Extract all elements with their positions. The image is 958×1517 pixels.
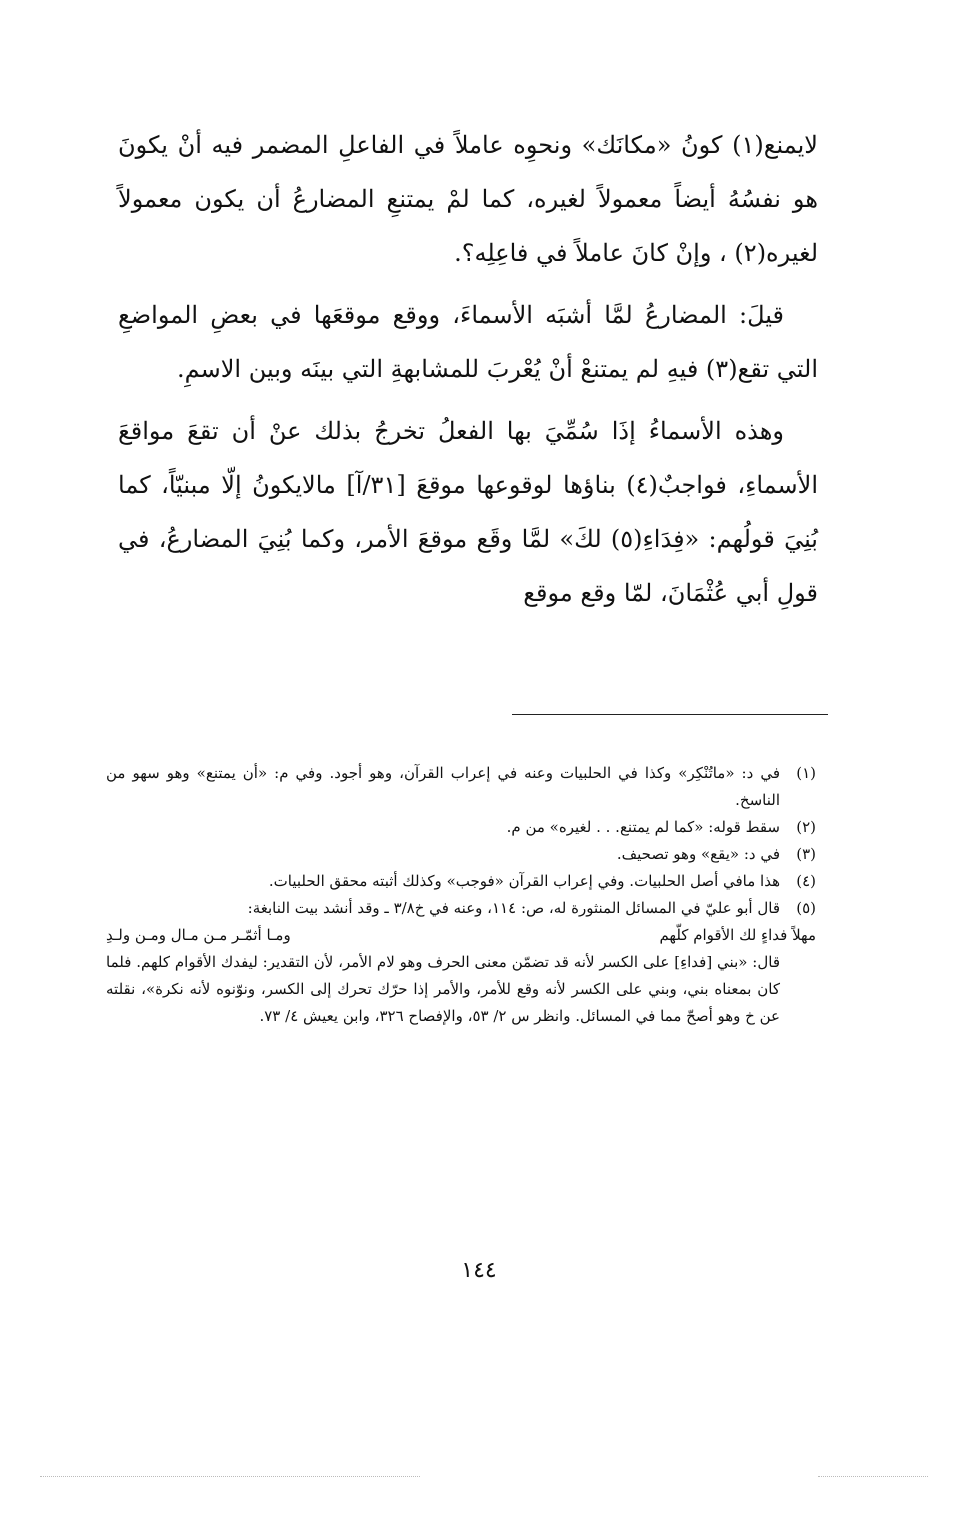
footnote-text: في د: «ماتُنْكِر» وكذا في الحلبيات وعنه في إعراب القرآن، وهو أجود. وفي م: «أن يمتنع» وهو سهو من الناسخ.: [106, 764, 780, 809]
footnote-separator: [512, 714, 828, 715]
paragraph-2: قيلَ: المضارعُ لمَّا أشبَه الأسماءَ، ووقع موقعَها في بعضِ المواضعِ التي تقع(٣) فيهِ لم يمتنعْ أنْ يُعْربَ للمشابهةِ التي بينَه وبين الاسمِ.: [118, 301, 818, 383]
footnote-1: [106, 760, 816, 814]
footnote-text: هذا مافي أصل الحلبيات. وفي إعراب القرآن «فوجب» وكذلك أثبته محقق الحلبيات.: [268, 872, 780, 890]
paragraph-1: لايمنع(١) كونُ «مكانَك» ونحوِه عاملاً في الفاعلِ المضمر فيه أنْ يكونَ هو نفسُهُ أيضاً معمولاً لغيره، كما لمْ يمتنعِ المضارعُ أن يكون معمولاً لغيره(٢) ، وإنْ كانَ عاملاً في فاعِلِه؟.: [118, 131, 818, 267]
footnote-number: (٥): [796, 899, 816, 917]
footnote-number: (٤): [796, 872, 816, 890]
footnote-2: [106, 814, 816, 841]
footnote-3: [106, 841, 816, 868]
footnote-4: [106, 868, 816, 895]
footnote-text: في د: «يقع» وهو تصحيف.: [616, 845, 780, 863]
poetry-verse: [106, 922, 816, 949]
verse-second-hemistich: ومـا أثمّـر مـن مـال ومـن ولـدِ: [106, 926, 291, 944]
paragraph-3: وهذه الأسماءُ إذَا سُمِّيَ بها الفعلُ تخرجُ بذلك عنْ أن تقعَ مواقعَ الأسماءِ، فواجبٌ(٤) بناؤها لوقوعها موقعَ [٣١/آ] مالايكونُ إلّا مبنيّاً، كما بُنِيَ قولُهم: «فِدَاءِ(٥) لكَ» لمَّا وقَع موقعَ الأمر، وكما بُنِيَ المضارعُ، في قولِ أبي عُثْمَانَ، لمّا وقع موقع: [118, 417, 819, 607]
footnote-number: (٣): [796, 845, 816, 863]
footnote-text: قال أبو عليّ في المسائل المنثورة له، ص: ١١٤، وعنه في خ٣/٨ ـ وقد أنشد بيت النابغة:: [247, 899, 780, 917]
footnote-number: (١): [796, 764, 816, 782]
footnote-number: (٢): [796, 818, 816, 836]
footnote-text: سقط قوله: «كما لم يمتنع. . . لغيره» من م.: [506, 818, 780, 836]
main-text: [118, 118, 818, 628]
verse-first-hemistich: مهلاً فداءٍ لك الأقوام كلّهم: [659, 926, 816, 944]
footnotes: [106, 760, 816, 1030]
page-number: ١٤٤: [461, 1258, 497, 1283]
scan-edge-left: [40, 1476, 420, 1477]
footnote-5: [106, 895, 816, 922]
footnote-5-continuation: قال: «بني [فداءِ] على الكسر لأنه قد تضمّن معنى الحرف وهو لام الأمر، لأن التقدير: ليفدك الأقوام كلهم. فلما كان بمعناه بني، وبني على الكسر لأنه وقع للأمر، والأمر إذا حرّك تحرك إلى الكسر، ونوّنوه لأنه نكرة»، نقلته عن خ وهو أصحّ مما في المسائل. وانظر س ٢/ ٥٣، والإفصاح ٣٢٦، وابن يعيش ٤/ ٧٣.: [106, 953, 781, 1025]
scan-edge-right: [818, 1476, 928, 1477]
